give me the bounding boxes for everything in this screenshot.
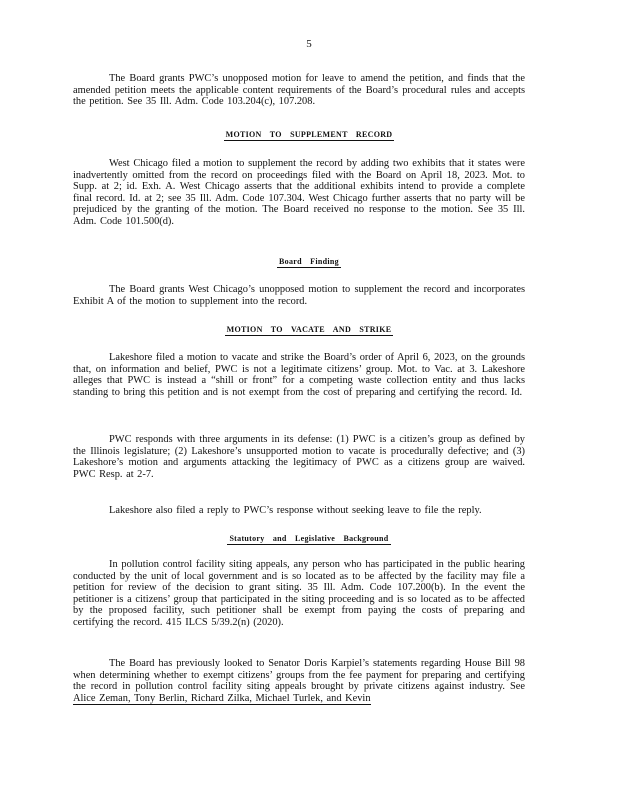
heading-text: Statutory and Legislative Background — [229, 534, 389, 543]
paragraph-karpiel-statements — [73, 658, 525, 704]
paragraph-text: The Board grants PWC’s unopposed motion for leave to amend the petition, and finds that the amended petition meets the applicable content requirements of the Board’s procedural rules and accepts the petition. See 35 Ill. Adm. Code 103.204(c), 107.208. — [73, 73, 525, 108]
paragraph-lakeshore-motion — [73, 352, 525, 398]
paragraph-text: Lakeshore also filed a reply to PWC’s response without seeking leave to file the reply. — [109, 505, 482, 516]
paragraph-text: PWC responds with three arguments in its defense: (1) PWC is a citizen’s group as defined by the Illinois legislature; (2) Lakeshore’s unsupported motion to vacate is procedurally defective; and (3) Lakeshore’s motion and arguments attacking the legitimacy of PWC as a citizens group are waived. PWC Resp. at 2-7. — [73, 434, 525, 480]
heading-text: MOTION TO VACATE AND STRIKE — [226, 325, 392, 334]
paragraph-text: Lakeshore filed a motion to vacate and strike the Board’s order of April 6, 2023, on the grounds that, on information and belief, PWC is not a legitimate citizens’ group. Mot. to Vac. at 3. Lakeshore alleges that PWC is instead a “shill or front” for a competing waste collection entity and thus lacks standing to bring this petition and is not exempt from the cost of preparing and certifying the record. Id. — [73, 352, 525, 398]
paragraph-text: The Board grants West Chicago’s unopposed motion to supplement the record and incorporates Exhibit A of the motion to supplement into the record. — [73, 284, 525, 307]
paragraph-text-main: The Board has previously looked to Senator Doris Karpiel’s statements regarding House Bill 98 when determining whether to exempt citizens’ groups from the fee payment for preparing and certifying the record in pollution control facility siting appeals brought by private citizens against industry. See — [73, 658, 525, 693]
paragraph-text: In pollution control facility siting appeals, any person who has participated in the public hearing conducted by the unit of local government and is so located as to be affected by the facility may file a petition for review of the decision to grant siting. 35 Ill. Adm. Code 107.200(b). In the event the petitioner is a citizens’ group that participated in the siting proceeding and is so located as to be affected by the proposed facility, such petitioner shall be exempt from paying the costs of preparing and certifying the record. 415 ILCS 5/39.2(n) (2020). — [73, 559, 525, 628]
heading-motion-to-vacate — [0, 325, 618, 334]
paragraph-west-chicago-motion — [73, 158, 525, 228]
paragraph-text: West Chicago filed a motion to supplement the record by adding two exhibits that it states were inadvertently omitted from the record on proceedings filed with the Board on April 18, 2023. Mot. to Supp. at 2; id. Exh. A. West Chicago asserts that the additional exhibits intend to provide a complete final record. Id. at 2; see 35 Ill. Adm. Code 107.304. West Chicago further asserts that no party will be prejudiced by the granting of the motion. The Board received no response to the motion. See 35 Ill. Adm. Code 101.500(d). — [73, 158, 525, 227]
heading-statutory-background — [0, 534, 618, 543]
page-number: 5 — [306, 38, 312, 50]
heading-motion-to-supplement — [0, 130, 618, 139]
heading-text: MOTION TO SUPPLEMENT RECORD — [225, 130, 393, 139]
heading-text: Board Finding — [279, 257, 339, 266]
paragraph-grant-supplement — [73, 284, 525, 307]
case-citation: Alice Zeman, Tony Berlin, Richard Zilka, Michael Turlek, and Kevin — [73, 692, 371, 704]
paragraph-siting-appeals — [73, 559, 525, 629]
heading-board-finding — [0, 257, 618, 266]
paragraph-text — [73, 658, 525, 704]
paragraph-pwc-response — [73, 434, 525, 480]
paragraph-lakeshore-reply — [73, 505, 525, 517]
paragraph-grant-amend — [73, 73, 525, 108]
